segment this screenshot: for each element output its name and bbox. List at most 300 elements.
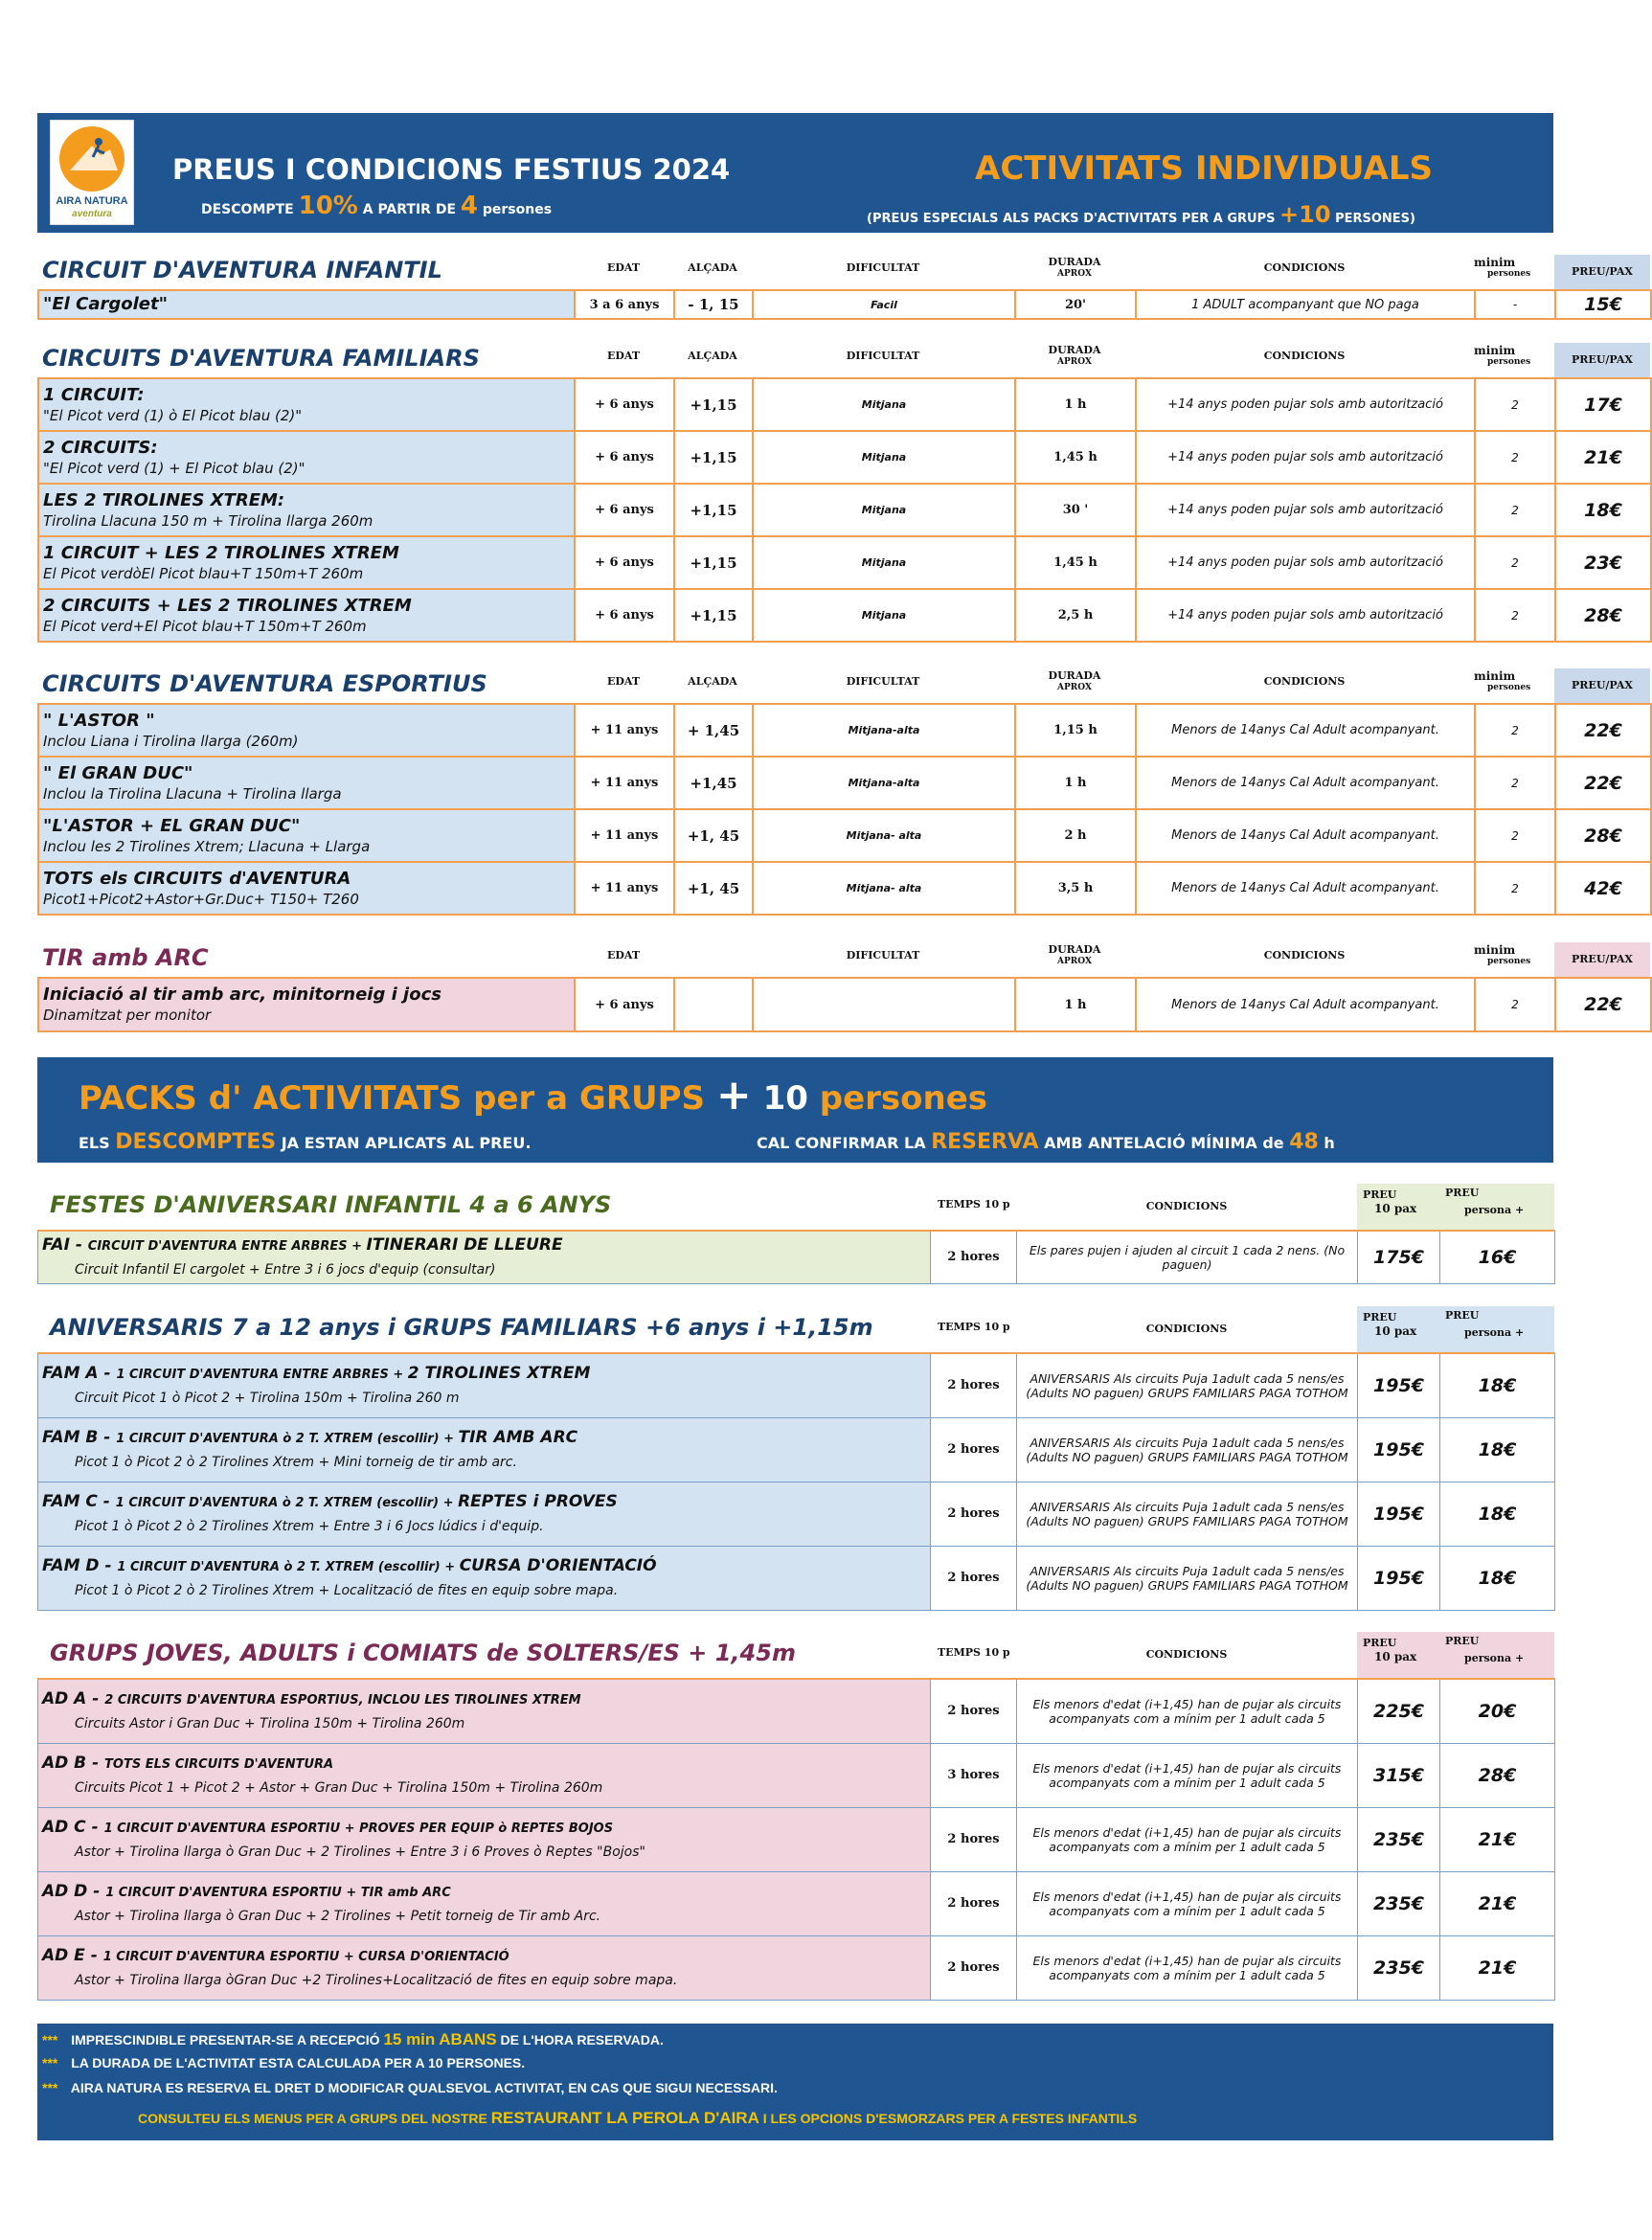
age-cell: + 6 anys <box>575 431 674 484</box>
pack-code: FAM C - <box>42 1491 116 1511</box>
price-10pax-cell: 195€ <box>1358 1353 1440 1417</box>
conditions-cell: ANIVERSARIS Als circuits Puja 1adult cada 5 nens/es (Adults NO paguen) GRUPS FAMILIARS PAGA TOTHOM <box>1017 1417 1358 1482</box>
col-aprox-label: APROX <box>1057 357 1092 367</box>
pack-cell <box>38 1679 931 1743</box>
activity-name: Iniciació al tir amb arc, minitorneig i jocs <box>43 984 441 1005</box>
pack-detail: Circuits Picot 1 + Picot 2 + Astor + Gran Duc + Tirolina 150m + Tirolina 260m <box>75 1779 603 1796</box>
activity-cell <box>38 589 575 642</box>
packs-l2d: 48 <box>1289 1130 1319 1154</box>
difficulty-cell: Mitjana <box>753 431 1015 484</box>
duration-cell: 3,5 h <box>1015 862 1136 915</box>
ad-table <box>37 1678 1555 2001</box>
pack-cell <box>38 1482 931 1546</box>
height-cell: +1,15 <box>674 431 753 484</box>
time-cell: 3 hores <box>931 1743 1017 1807</box>
duration-cell: 2,5 h <box>1015 589 1136 642</box>
col-minim-label: minim <box>1474 669 1516 683</box>
pack-code: FAM A - <box>42 1363 117 1383</box>
infantil-col-dificultat: DIFICULTAT <box>846 261 920 274</box>
age-cell: + 6 anys <box>575 378 674 431</box>
note-1b: 15 min <box>383 2030 436 2048</box>
pack-cell <box>38 1546 931 1610</box>
note-4a: CONSULTEU ELS MENUS PER A GRUPS DEL NOSTRE <box>138 2111 487 2126</box>
conditions-cell: Menors de 14anys Cal Adult acompanyant. <box>1136 809 1475 862</box>
right-subtitle <box>867 201 1415 228</box>
duration-cell: 1 h <box>1015 978 1136 1031</box>
pack-code: AD A - <box>42 1688 105 1708</box>
activity-cell <box>38 378 575 431</box>
pack-cell <box>38 1353 931 1417</box>
price-person-cell: 16€ <box>1440 1231 1555 1283</box>
price-10pax-cell: 235€ <box>1358 1935 1440 2000</box>
table-row <box>38 1871 1555 1935</box>
logo-text: AIRA NATURA <box>56 195 128 207</box>
activity-name: " L'ASTOR " <box>43 710 155 731</box>
min-people-cell: 2 <box>1475 862 1555 915</box>
col-minim-label: minim <box>1474 943 1516 957</box>
height-cell: +1,45 <box>674 757 753 809</box>
conditions-cell: Els menors d'edat (i+1,45) han de pujar als circuits acompanyats com a mínim per 1 adult cada 5 <box>1017 1679 1358 1743</box>
note-4c: I LES OPCIONS D'ESMORZARS PER A FESTES INFANTILS <box>762 2111 1138 2126</box>
ad-title: GRUPS JOVES, ADULTS i COMIATS de SOLTERS/ES + 1,45m <box>50 1640 796 1666</box>
col-aprox-label: APROX <box>1057 957 1092 966</box>
fam-table <box>37 1352 1555 1611</box>
height-cell <box>674 978 753 1031</box>
difficulty-cell: Mitjana- alta <box>753 862 1015 915</box>
col-aprox-label: APROX <box>1057 269 1092 279</box>
right-title: ACTIVITATS INDIVIDUALS <box>975 149 1434 188</box>
discount-line <box>201 192 552 220</box>
fai-col-cond: CONDICIONS <box>1145 1200 1228 1212</box>
conditions-cell: +14 anys poden pujar sols amb autorització <box>1136 536 1475 589</box>
infantil-col-alcada: ALÇADA <box>688 261 737 274</box>
ad-col-cond: CONDICIONS <box>1145 1648 1228 1661</box>
activity-cell <box>38 704 575 757</box>
activity-name: 1 CIRCUIT: <box>43 384 145 405</box>
esportius-col-alcada: ALÇADA <box>688 675 737 688</box>
note-1d: DE L'HORA RESERVADA. <box>500 2032 664 2048</box>
min-people-cell: 2 <box>1475 757 1555 809</box>
time-cell: 2 hores <box>931 1935 1017 2000</box>
tir-col-durada <box>1014 943 1135 967</box>
pack-extra: ITINERARI DE LLEURE <box>366 1234 563 1255</box>
note-1 <box>42 2030 664 2049</box>
infantil-col-durada <box>1014 256 1135 280</box>
pack-desc: 1 CIRCUIT D'AVENTURA ESPORTIU + PROVES PER EQUIP ò REPTES BOJOS <box>103 1821 614 1836</box>
pack-code: FAM D - <box>42 1555 118 1575</box>
packs-title <box>79 1071 987 1120</box>
pack-detail: Astor + Tirolina llarga ò Gran Duc + 2 Tirolines + Petit torneig de Tir amb Arc. <box>75 1908 601 1924</box>
table-row <box>38 290 1651 319</box>
age-cell: 3 a 6 anys <box>575 290 674 319</box>
infantil-col-condicions: CONDICIONS <box>1263 261 1346 274</box>
col-preu-label: PREU <box>1363 1188 1397 1201</box>
pack-extra: REPTES i PROVES <box>458 1491 618 1511</box>
pack-name <box>42 1687 926 1712</box>
price-cell: 28€ <box>1555 589 1651 642</box>
activity-name: " El GRAN DUC" <box>43 762 193 783</box>
conditions-cell: Menors de 14anys Cal Adult acompanyant. <box>1136 978 1475 1031</box>
discount-mid: A PARTIR DE <box>362 202 457 217</box>
table-row <box>38 484 1651 536</box>
fam-title: ANIVERSARIS 7 a 12 anys i GRUPS FAMILIARS +6 anys i +1,15m <box>50 1314 873 1341</box>
min-people-cell: 2 <box>1475 809 1555 862</box>
table-row <box>38 1417 1555 1482</box>
note-4b: RESTAURANT LA PEROLA D'AIRA <box>490 2109 759 2127</box>
pack-desc: TOTS ELS CIRCUITS D'AVENTURA <box>104 1756 334 1772</box>
right-post: PERSONES) <box>1335 212 1415 226</box>
time-cell: 2 hores <box>931 1231 1017 1283</box>
tir-title: TIR amb ARC <box>42 944 209 971</box>
height-cell: +1,15 <box>674 536 753 589</box>
activity-cell <box>38 809 575 862</box>
activity-name: 2 CIRCUITS: <box>43 437 158 458</box>
pack-name <box>42 1880 926 1905</box>
pack-code: AD B - <box>42 1753 105 1773</box>
pack-desc: 1 CIRCUIT D'AVENTURA ò 2 T. XTREM (escollir) + <box>117 1559 460 1574</box>
duration-cell: 1 h <box>1015 378 1136 431</box>
activity-detail: Dinamitzat per monitor <box>43 1007 212 1024</box>
familiars-table <box>37 377 1652 643</box>
esportius-col-minim <box>1474 669 1554 693</box>
table-row <box>38 1679 1555 1743</box>
conditions-cell: Els pares pujen i ajuden al circuit 1 cada 2 nens. (No paguen) <box>1017 1231 1358 1283</box>
familiars-col-minim <box>1474 344 1554 368</box>
table-row <box>38 1353 1555 1417</box>
price-10pax-cell: 195€ <box>1358 1546 1440 1610</box>
pack-detail: Picot 1 ò Picot 2 ò 2 Tirolines Xtrem + Entre 3 i 6 Jocs lúdics i d'equip. <box>75 1518 544 1534</box>
tir-col-preu: PREU/PAX <box>1554 942 1650 977</box>
height-cell: +1,15 <box>674 484 753 536</box>
packs-line2 <box>757 1130 1335 1154</box>
duration-cell: 1,45 h <box>1015 536 1136 589</box>
price-cell: 22€ <box>1555 978 1651 1031</box>
duration-cell: 1,45 h <box>1015 431 1136 484</box>
pack-desc: 2 CIRCUITS D'AVENTURA ESPORTIUS, INCLOU LES TIROLINES XTREM <box>104 1692 581 1708</box>
difficulty-cell: Mitjana <box>753 589 1015 642</box>
fam-col-preu-bg <box>1357 1306 1554 1352</box>
activity-name: TOTS els CIRCUITS d'AVENTURA <box>43 868 351 889</box>
pack-cell <box>38 1807 931 1871</box>
price-10pax-cell: 225€ <box>1358 1679 1440 1743</box>
discount-post: persones <box>482 202 553 217</box>
col-pax-label: 10 pax <box>1374 1650 1417 1663</box>
pack-detail: Astor + Tirolina llarga ò Gran Duc + 2 Tirolines + Entre 3 i 6 Proves ò Reptes "Bojos" <box>75 1844 645 1860</box>
duration-cell: 1 h <box>1015 757 1136 809</box>
familiars-col-alcada: ALÇADA <box>688 350 737 362</box>
conditions-cell: Menors de 14anys Cal Adult acompanyant. <box>1136 862 1475 915</box>
difficulty-cell: Mitjana <box>753 536 1015 589</box>
note-3-asterisk: *** <box>42 2080 58 2095</box>
note-3-text: AIRA NATURA ES RESERVA EL DRET D MODIFICAR QUALSEVOL ACTIVITAT, EN CAS QUE SIGUI NECESSARI. <box>70 2080 778 2095</box>
fai-title: FESTES D'ANIVERSARI INFANTIL 4 a 6 ANYS <box>50 1191 612 1218</box>
price-person-cell: 20€ <box>1440 1679 1555 1743</box>
tir-col-dificultat: DIFICULTAT <box>846 949 920 962</box>
packs-t3: persones <box>819 1079 988 1118</box>
difficulty-cell: Mitjana <box>753 484 1015 536</box>
col-durada-label: DURADA <box>1048 943 1101 956</box>
infantil-col-preu: PREU/PAX <box>1554 255 1650 289</box>
conditions-cell: Els menors d'edat (i+1,45) han de pujar als circuits acompanyats com a mínim per 1 adult cada 5 <box>1017 1935 1358 2000</box>
familiars-title: CIRCUITS D'AVENTURA FAMILIARS <box>42 345 480 372</box>
min-people-cell: - <box>1475 290 1555 319</box>
min-people-cell: 2 <box>1475 484 1555 536</box>
activity-detail: Tirolina Llacuna 150 m + Tirolina llarga 260m <box>43 511 373 530</box>
esportius-col-dificultat: DIFICULTAT <box>846 675 920 688</box>
pack-code: AD D - <box>42 1881 106 1901</box>
conditions-cell: 1 ADULT acompanyant que NO paga <box>1136 290 1475 319</box>
col-preu2-label: PREU <box>1445 1635 1480 1647</box>
activity-cell <box>38 431 575 484</box>
packs-plus: + <box>715 1071 752 1120</box>
activity-detail: "El Picot verd (1) ò El Picot blau (2)" <box>43 406 303 424</box>
pack-cell <box>38 1935 931 2000</box>
pack-extra: TIR AMB ARC <box>458 1427 578 1447</box>
price-cell: 18€ <box>1555 484 1651 536</box>
right-pre: (PREUS ESPECIALS ALS PACKS D'ACTIVITATS PER A GRUPS <box>867 212 1276 226</box>
duration-cell: 30 ' <box>1015 484 1136 536</box>
time-cell: 2 hores <box>931 1679 1017 1743</box>
age-cell: + 6 anys <box>575 978 674 1031</box>
infantil-col-minim <box>1474 256 1554 280</box>
time-cell: 2 hores <box>931 1353 1017 1417</box>
note-2 <box>42 2055 525 2070</box>
packs-l1b: DESCOMPTES <box>115 1130 277 1154</box>
conditions-cell: +14 anys poden pujar sols amb autorització <box>1136 484 1475 536</box>
conditions-cell: Menors de 14anys Cal Adult acompanyant. <box>1136 704 1475 757</box>
price-person-cell: 18€ <box>1440 1417 1555 1482</box>
right-num: +10 <box>1279 201 1331 228</box>
price-10pax-cell: 235€ <box>1358 1807 1440 1871</box>
table-row <box>38 978 1651 1031</box>
age-cell: + 6 anys <box>575 589 674 642</box>
activity-detail: El Picot verdòEl Picot blau+T 150m+T 260m <box>43 564 364 582</box>
col-persona-label: persona + <box>1464 1204 1525 1216</box>
table-row <box>38 589 1651 642</box>
conditions-cell: ANIVERSARIS Als circuits Puja 1adult cada 5 nens/es (Adults NO paguen) GRUPS FAMILIARS PAGA TOTHOM <box>1017 1482 1358 1546</box>
pack-detail: Picot 1 ò Picot 2 ò 2 Tirolines Xtrem + Mini torneig de tir amb arc. <box>75 1454 517 1470</box>
logo <box>50 120 134 225</box>
activity-detail: El Picot verd+El Picot blau+T 150m+T 260m <box>43 617 367 635</box>
pack-cell <box>38 1871 931 1935</box>
pack-name <box>42 1426 926 1451</box>
col-aprox-label: APROX <box>1057 683 1092 692</box>
pack-cell <box>38 1417 931 1482</box>
duration-cell: 20' <box>1015 290 1136 319</box>
table-row <box>38 1546 1555 1610</box>
activity-detail: "El Picot verd (1) + El Picot blau (2)" <box>43 459 306 477</box>
tir-col-edat: EDAT <box>606 949 641 962</box>
price-10pax-cell: 195€ <box>1358 1417 1440 1482</box>
col-persones-label: persones <box>1487 683 1531 692</box>
ad-col-preu-bg <box>1357 1632 1554 1678</box>
packs-line1 <box>79 1130 531 1154</box>
pack-name <box>42 1944 926 1969</box>
price-10pax-cell: 235€ <box>1358 1871 1440 1935</box>
col-minim-label: minim <box>1474 256 1516 269</box>
discount-num: 4 <box>460 192 478 220</box>
fai-table <box>37 1230 1555 1284</box>
min-people-cell: 2 <box>1475 431 1555 484</box>
price-person-cell: 21€ <box>1440 1935 1555 2000</box>
col-minim-label: minim <box>1474 344 1516 357</box>
col-persones-label: persones <box>1487 269 1531 279</box>
familiars-col-edat: EDAT <box>606 350 641 362</box>
familiars-col-durada <box>1014 344 1135 368</box>
time-cell: 2 hores <box>931 1546 1017 1610</box>
pack-detail: Picot 1 ò Picot 2 ò 2 Tirolines Xtrem + Localització de fites en equip sobre mapa. <box>75 1582 619 1598</box>
familiars-col-preu: PREU/PAX <box>1554 343 1650 377</box>
packs-t1: PACKS d' ACTIVITATS per a GRUPS <box>79 1079 706 1118</box>
table-row <box>38 1743 1555 1807</box>
note-1c: ABANS <box>439 2030 497 2048</box>
pack-name <box>42 1554 926 1579</box>
conditions-cell: Els menors d'edat (i+1,45) han de pujar als circuits acompanyats com a mínim per 1 adult cada 5 <box>1017 1743 1358 1807</box>
table-row <box>38 862 1651 915</box>
esportius-col-condicions: CONDICIONS <box>1263 675 1346 688</box>
min-people-cell: 2 <box>1475 704 1555 757</box>
height-cell: +1, 45 <box>674 809 753 862</box>
col-persones-label: persones <box>1487 957 1531 966</box>
activity-name: "El Cargolet" <box>43 294 168 314</box>
pack-name <box>42 1490 926 1515</box>
price-person-cell: 18€ <box>1440 1546 1555 1610</box>
difficulty-cell: Mitjana-alta <box>753 704 1015 757</box>
price-person-cell: 18€ <box>1440 1482 1555 1546</box>
activity-cell <box>38 862 575 915</box>
col-pax-label: 10 pax <box>1374 1202 1417 1215</box>
time-cell: 2 hores <box>931 1871 1017 1935</box>
col-persona-label: persona + <box>1464 1326 1525 1339</box>
col-preu-label: PREU <box>1363 1637 1397 1649</box>
col-persones-label: persones <box>1487 357 1531 367</box>
price-cell: 22€ <box>1555 704 1651 757</box>
difficulty-cell: Facil <box>753 290 1015 319</box>
packs-l2b: RESERVA <box>931 1130 1039 1154</box>
conditions-cell: ANIVERSARIS Als circuits Puja 1adult cada 5 nens/es (Adults NO paguen) GRUPS FAMILIARS PAGA TOTHOM <box>1017 1353 1358 1417</box>
conditions-cell: Els menors d'edat (i+1,45) han de pujar als circuits acompanyats com a mínim per 1 adult cada 5 <box>1017 1807 1358 1871</box>
col-pax-label: 10 pax <box>1374 1324 1417 1338</box>
price-cell: 21€ <box>1555 431 1651 484</box>
col-preu2-label: PREU <box>1445 1187 1480 1199</box>
activity-name: LES 2 TIROLINES XTREM: <box>43 489 285 510</box>
activity-cell <box>38 290 575 319</box>
logo-subtext: aventura <box>72 209 112 219</box>
note-2-asterisk: *** <box>42 2055 58 2070</box>
difficulty-cell: Mitjana <box>753 378 1015 431</box>
table-row <box>38 536 1651 589</box>
esportius-col-edat: EDAT <box>606 675 641 688</box>
page-title: PREUS I CONDICIONS FESTIUS 2024 <box>172 153 731 186</box>
discount-pre: DESCOMPTE <box>201 202 294 217</box>
price-person-cell: 28€ <box>1440 1743 1555 1807</box>
packs-l2e: h <box>1324 1134 1335 1152</box>
age-cell: + 11 anys <box>575 862 674 915</box>
activity-name: "L'ASTOR + EL GRAN DUC" <box>43 815 301 836</box>
pack-cell <box>38 1743 931 1807</box>
conditions-cell: ANIVERSARIS Als circuits Puja 1adult cada 5 nens/es (Adults NO paguen) GRUPS FAMILIARS PAGA TOTHOM <box>1017 1546 1358 1610</box>
min-people-cell: 2 <box>1475 978 1555 1031</box>
duration-cell: 1,15 h <box>1015 704 1136 757</box>
age-cell: + 6 anys <box>575 536 674 589</box>
col-preu2-label: PREU <box>1445 1309 1480 1322</box>
note-2-text: LA DURADA DE L'ACTIVITAT ESTA CALCULADA PER A 10 PERSONES. <box>71 2055 526 2070</box>
table-row <box>38 1807 1555 1871</box>
familiars-col-dificultat: DIFICULTAT <box>846 350 920 362</box>
note-4 <box>138 2109 1137 2128</box>
packs-l1c: JA ESTAN APLICATS AL PREU. <box>281 1134 532 1152</box>
familiars-col-condicions: CONDICIONS <box>1263 350 1346 362</box>
activity-detail: Inclou Liana i Tirolina llarga (260m) <box>43 732 299 750</box>
height-cell: +1,15 <box>674 589 753 642</box>
tir-col-condicions: CONDICIONS <box>1263 949 1346 962</box>
age-cell: + 11 anys <box>575 757 674 809</box>
discount-pct: 10% <box>298 192 358 220</box>
conditions-cell: +14 anys poden pujar sols amb autorització <box>1136 378 1475 431</box>
age-cell: + 11 anys <box>575 704 674 757</box>
price-person-cell: 21€ <box>1440 1871 1555 1935</box>
activity-cell <box>38 536 575 589</box>
pack-code: FAM B - <box>42 1427 117 1447</box>
activity-name: 1 CIRCUIT + LES 2 TIROLINES XTREM <box>43 542 399 563</box>
activity-cell <box>38 978 575 1031</box>
price-cell: 28€ <box>1555 809 1651 862</box>
difficulty-cell <box>753 978 1015 1031</box>
esportius-title: CIRCUITS D'AVENTURA ESPORTIUS <box>42 670 487 697</box>
table-row <box>38 431 1651 484</box>
price-10pax-cell: 195€ <box>1358 1482 1440 1546</box>
pack-code: FAI - <box>42 1234 88 1255</box>
min-people-cell: 2 <box>1475 589 1555 642</box>
pack-name <box>42 1362 926 1387</box>
difficulty-cell: Mitjana-alta <box>753 757 1015 809</box>
note-3 <box>42 2080 778 2095</box>
pack-name <box>42 1233 926 1258</box>
infantil-table <box>37 289 1652 320</box>
pack-detail: Circuits Astor i Gran Duc + Tirolina 150m + Tirolina 260m <box>75 1715 465 1731</box>
fai-col-preu-bg <box>1357 1184 1554 1230</box>
pack-desc: CIRCUIT D'AVENTURA ENTRE ARBRES + <box>87 1238 367 1254</box>
time-cell: 2 hores <box>931 1807 1017 1871</box>
pack-detail: Circuit Picot 1 ò Picot 2 + Tirolina 150m + Tirolina 260 m <box>75 1390 460 1406</box>
packs-l2a: CAL CONFIRMAR LA <box>757 1134 926 1152</box>
fai-col-temps: TEMPS 10 p <box>938 1198 1010 1211</box>
esportius-col-durada <box>1014 669 1135 693</box>
table-row <box>38 1935 1555 2000</box>
table-row <box>38 378 1651 431</box>
fam-col-cond: CONDICIONS <box>1145 1323 1228 1335</box>
pack-desc: 1 CIRCUIT D'AVENTURA ENTRE ARBRES + <box>116 1367 408 1382</box>
activity-cell <box>38 484 575 536</box>
price-cell: 17€ <box>1555 378 1651 431</box>
conditions-cell: Menors de 14anys Cal Adult acompanyant. <box>1136 757 1475 809</box>
pack-code: AD C - <box>42 1817 104 1837</box>
activity-detail: Inclou les 2 Tirolines Xtrem; Llacuna + Llarga <box>43 837 371 855</box>
pack-desc: 1 CIRCUIT D'AVENTURA ò 2 T. XTREM (escollir) + <box>115 1495 459 1510</box>
pack-desc: 1 CIRCUIT D'AVENTURA ESPORTIU + TIR amb ARC <box>105 1885 451 1900</box>
col-durada-label: DURADA <box>1048 669 1101 682</box>
price-cell: 22€ <box>1555 757 1651 809</box>
table-row <box>38 757 1651 809</box>
fam-col-temps: TEMPS 10 p <box>938 1321 1010 1333</box>
pack-detail: Astor + Tirolina llarga òGran Duc +2 Tirolines+Localització de fites en equip sobre mapa. <box>75 1972 678 1988</box>
price-person-cell: 18€ <box>1440 1353 1555 1417</box>
price-cell: 42€ <box>1555 862 1651 915</box>
pack-desc: 1 CIRCUIT D'AVENTURA ESPORTIU + CURSA D'ORIENTACIÓ <box>102 1949 509 1964</box>
col-durada-label: DURADA <box>1048 344 1101 356</box>
table-row <box>38 1231 1555 1283</box>
table-row <box>38 809 1651 862</box>
